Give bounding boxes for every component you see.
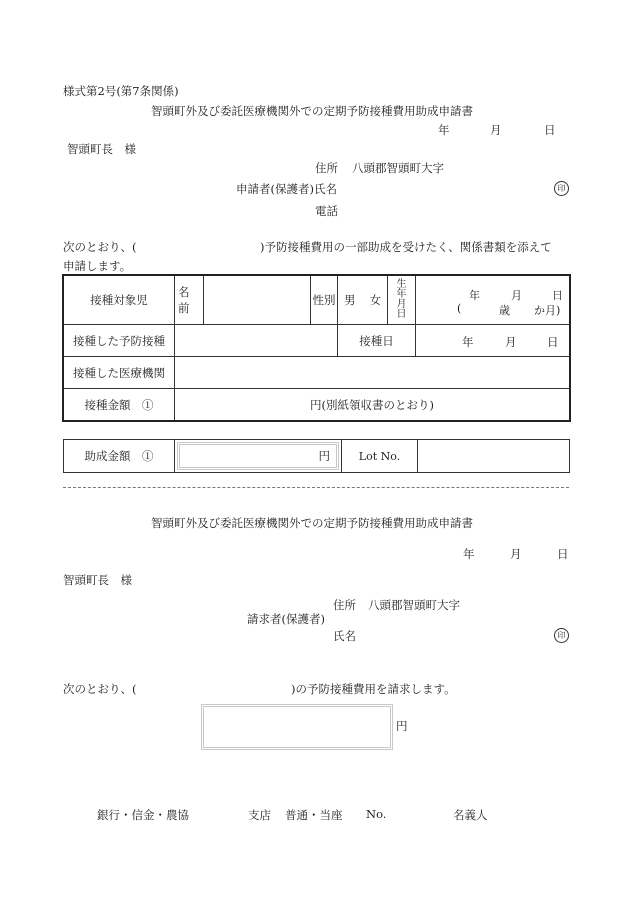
gender-male[interactable]: 男 [344,293,356,307]
institution-field[interactable] [175,357,570,389]
applicant-label: 申請者(保護者)氏名 [236,182,337,196]
claim-address-label: 住所 [333,598,356,612]
gender-options[interactable] [338,276,388,325]
name-label: 名前 [175,276,204,325]
birth-date-label: 生 年 月 日 [388,276,416,325]
birth-month-label: 月 [511,289,522,302]
vaccine-field[interactable] [175,325,338,357]
account-number-label: No. [366,807,387,821]
account-type-label: 普通・当座 [285,808,343,822]
claim-date-year: 年 [463,547,475,561]
gender-label: 性別 [311,276,338,325]
addressee: 智頭町長 様 [67,142,136,156]
body-text-line2: 申請します。 [63,259,132,273]
claim-date-day: 日 [557,547,569,561]
body-text-open: 次のとおり、( [63,240,137,254]
date-year-label: 年 [438,123,450,137]
claim-name-label: 氏名 [333,629,356,643]
application-table [63,275,570,421]
claim-title: 智頭町外及び委託医療機関外での定期予防接種費用助成申請書 [151,516,473,530]
lot-field[interactable] [418,440,570,473]
birth-year-label: 年 [469,289,480,302]
name-field[interactable] [204,276,311,325]
branch-label: 支店 [248,808,271,822]
claim-address-value: 八頭郡智頭町大字 [368,598,460,612]
bank-label: 銀行・信金・農協 [97,808,189,822]
gender-female[interactable]: 女 [369,293,381,307]
subsidy-label: 助成金額 ① [64,440,175,473]
date-month-label: 月 [490,123,502,137]
amount-value[interactable]: 円(別紙領収書のとおり) [175,389,570,421]
date-day-label: 日 [544,123,556,137]
birth-date-field[interactable] [416,276,570,325]
vaccine-date-month: 月 [505,334,517,349]
age-years-label: 歳 [499,304,510,317]
age-months-label: か月) [534,304,561,317]
claim-seal-mark: 印 [554,628,569,643]
vaccine-date-label: 接種日 [338,325,416,357]
cut-line [63,487,569,488]
subsidy-yen: 円 [318,449,330,463]
claim-body-close: )の予防接種費用を請求します。 [291,682,456,696]
vaccine-date-year: 年 [462,334,474,349]
vaccine-label: 接種した予防接種 [64,325,175,357]
claim-date-month: 月 [510,547,522,561]
claim-body-open: 次のとおり、( [63,682,137,696]
institution-label: 接種した医療機関 [64,357,175,389]
subsidy-amount-cell[interactable] [175,440,342,473]
claim-amount-input[interactable] [201,704,393,750]
target-child-label: 接種対象児 [64,276,175,325]
birth-day-label: 日 [552,289,563,302]
account-holder-label: 名義人 [453,808,488,822]
vaccine-date-field[interactable] [416,325,570,357]
body-text-close: )予防接種費用の一部助成を受けたく、関係書類を添えて [260,240,552,254]
claim-yen: 円 [396,719,408,733]
form-number: 様式第2号(第7条関係) [63,84,179,98]
amount-label: 接種金額 ① [64,389,175,421]
vaccine-date-day: 日 [547,334,559,349]
lot-label: Lot No. [342,440,418,473]
claim-addressee: 智頭町長 様 [63,573,132,587]
claimant-label: 請求者(保護者) [247,612,325,626]
address-value: 八頭郡智頭町大字 [352,161,444,175]
seal-mark: 印 [554,181,569,196]
subsidy-amount-input[interactable] [177,442,339,470]
subsidy-table [63,439,570,473]
address-label: 住所 [315,161,338,175]
phone-label: 電話 [315,204,338,218]
page-title: 智頭町外及び委託医療機関外での定期予防接種費用助成申請書 [151,104,473,118]
age-open-paren: ( [457,302,462,315]
